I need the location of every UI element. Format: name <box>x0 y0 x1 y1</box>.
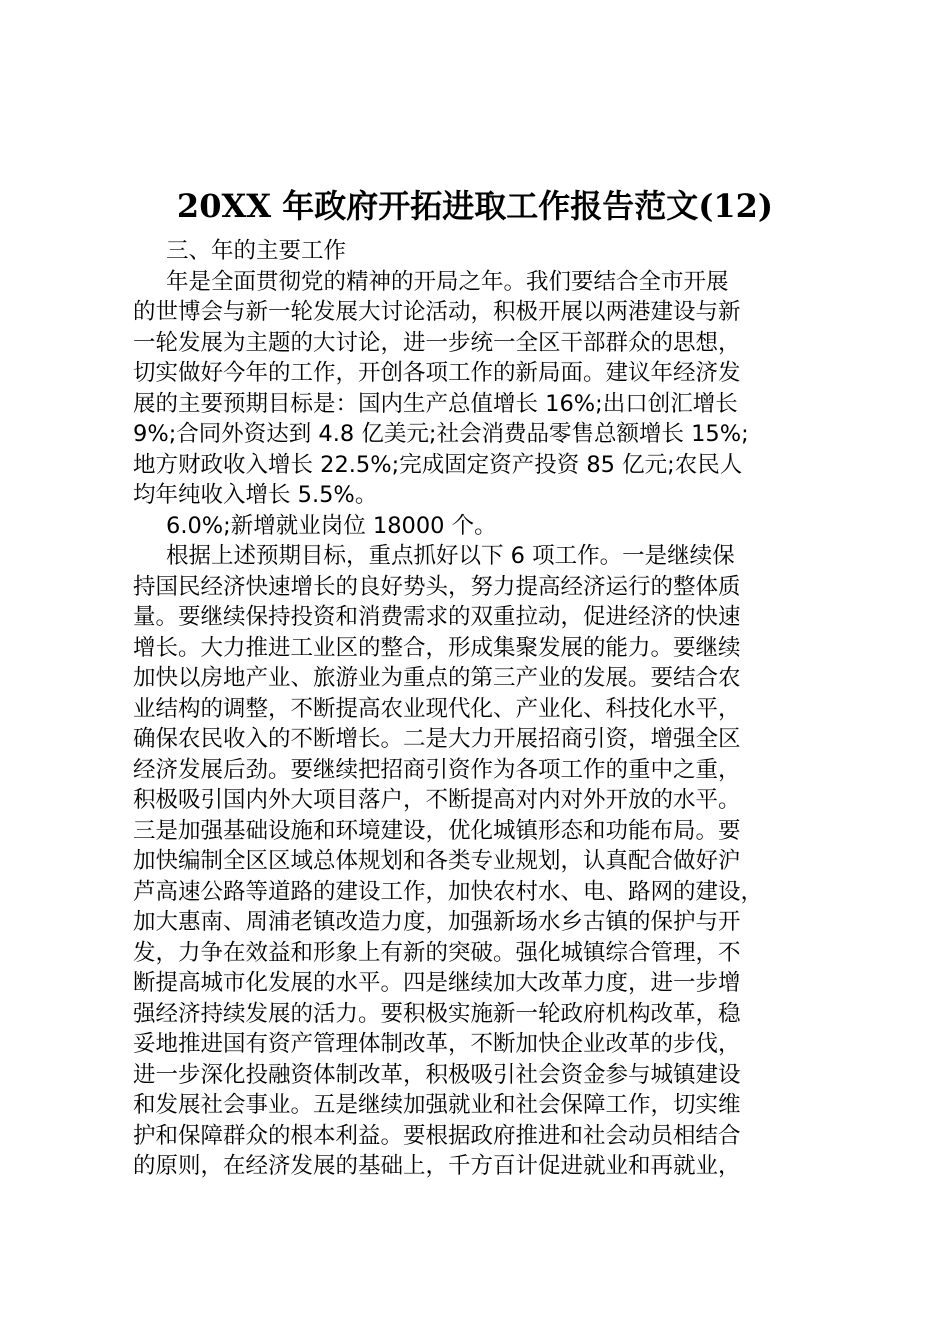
text-line: 断提高城市化发展的水平。四是继续加大改革力度，进一步增 <box>133 970 741 996</box>
text-line: 的原则，在经济发展的基础上，千方百计促进就业和再就业， <box>133 1153 741 1179</box>
text-line: 加快以房地产业、旅游业为重点的第三产业的发展。要结合农 <box>133 665 741 691</box>
text-line: 年是全面贯彻党的精神的开局之年。我们要结合全市开展 <box>166 268 729 295</box>
text-line: 地方财政收入增长 22.5%;完成固定资产投资 85 亿元;农民人 <box>133 451 743 478</box>
text-line: 切实做好今年的工作，开创各项工作的新局面。建议年经济发 <box>133 360 741 386</box>
text-line: 均年纯收入增长 5.5%。 <box>133 482 378 508</box>
text-line: 三、年的主要工作 <box>166 238 347 264</box>
text-line: 展的主要预期目标是：国内生产总值增长 16%;出口创汇增长 <box>133 390 738 417</box>
text-line: 三是加强基础设施和环境建设，优化城镇形态和功能布局。要 <box>133 817 741 844</box>
text-line: 增长。大力推进工业区的整合，形成集聚发展的能力。要继续 <box>133 634 741 661</box>
text-line: 9%;合同外资达到 4.8 亿美元;社会消费品零售总额增长 15%; <box>133 421 749 447</box>
text-line: 加大惠南、周浦老镇改造力度，加强新场水乡古镇的保护与开 <box>133 909 741 935</box>
text-line: 的世博会与新一轮发展大讨论活动，积极开展以两港建设与新 <box>133 299 741 325</box>
text-line: 经济发展后劲。要继续把招商引资作为各项工作的重中之重， <box>133 756 741 783</box>
text-line: 一轮发展为主题的大讨论，进一步统一全区干部群众的思想， <box>133 329 741 356</box>
text-line: 和发展社会事业。五是继续加强就业和社会保障工作，切实维 <box>133 1092 741 1118</box>
text-line: 确保农民收入的不断增长。二是大力开展招商引资，增强全区 <box>133 726 741 752</box>
document-body <box>133 236 843 1182</box>
text-line: 根据上述预期目标，重点抓好以下 6 项工作。一是继续保 <box>166 543 735 569</box>
text-line: 强经济持续发展的活力。要积极实施新一轮政府机构改革，稳 <box>133 1000 741 1027</box>
text-line: 进一步深化投融资体制改革，积极吸引社会资金参与城镇建设 <box>133 1061 741 1088</box>
text-line: 持国民经济快速增长的良好势头，努力提高经济运行的整体质 <box>133 573 741 600</box>
text-line: 业结构的调整，不断提高农业现代化、产业化、科技化水平， <box>133 695 741 722</box>
text-line: 妥地推进国有资产管理体制改革，不断加快企业改革的步伐， <box>133 1031 741 1057</box>
text-line: 发，力争在效益和形象上有新的突破。强化城镇综合管理，不 <box>133 939 741 966</box>
text-line: 芦高速公路等道路的建设工作，加快农村水、电、路网的建设， <box>133 878 764 905</box>
text-line: 积极吸引国内外大项目落户，不断提高对内对外开放的水平。 <box>133 787 741 813</box>
text-line: 护和保障群众的根本利益。要根据政府推进和社会动员相结合 <box>133 1122 741 1149</box>
document-title: 20XX 年政府开拓进取工作报告范文(12) <box>176 187 774 225</box>
text-line: 加快编制全区区域总体规划和各类专业规划，认真配合做好沪 <box>133 848 741 874</box>
text-line: 6.0%;新增就业岗位 18000 个。 <box>166 512 497 539</box>
text-line: 量。要继续保持投资和消费需求的双重拉动，促进经济的快速 <box>133 604 741 630</box>
